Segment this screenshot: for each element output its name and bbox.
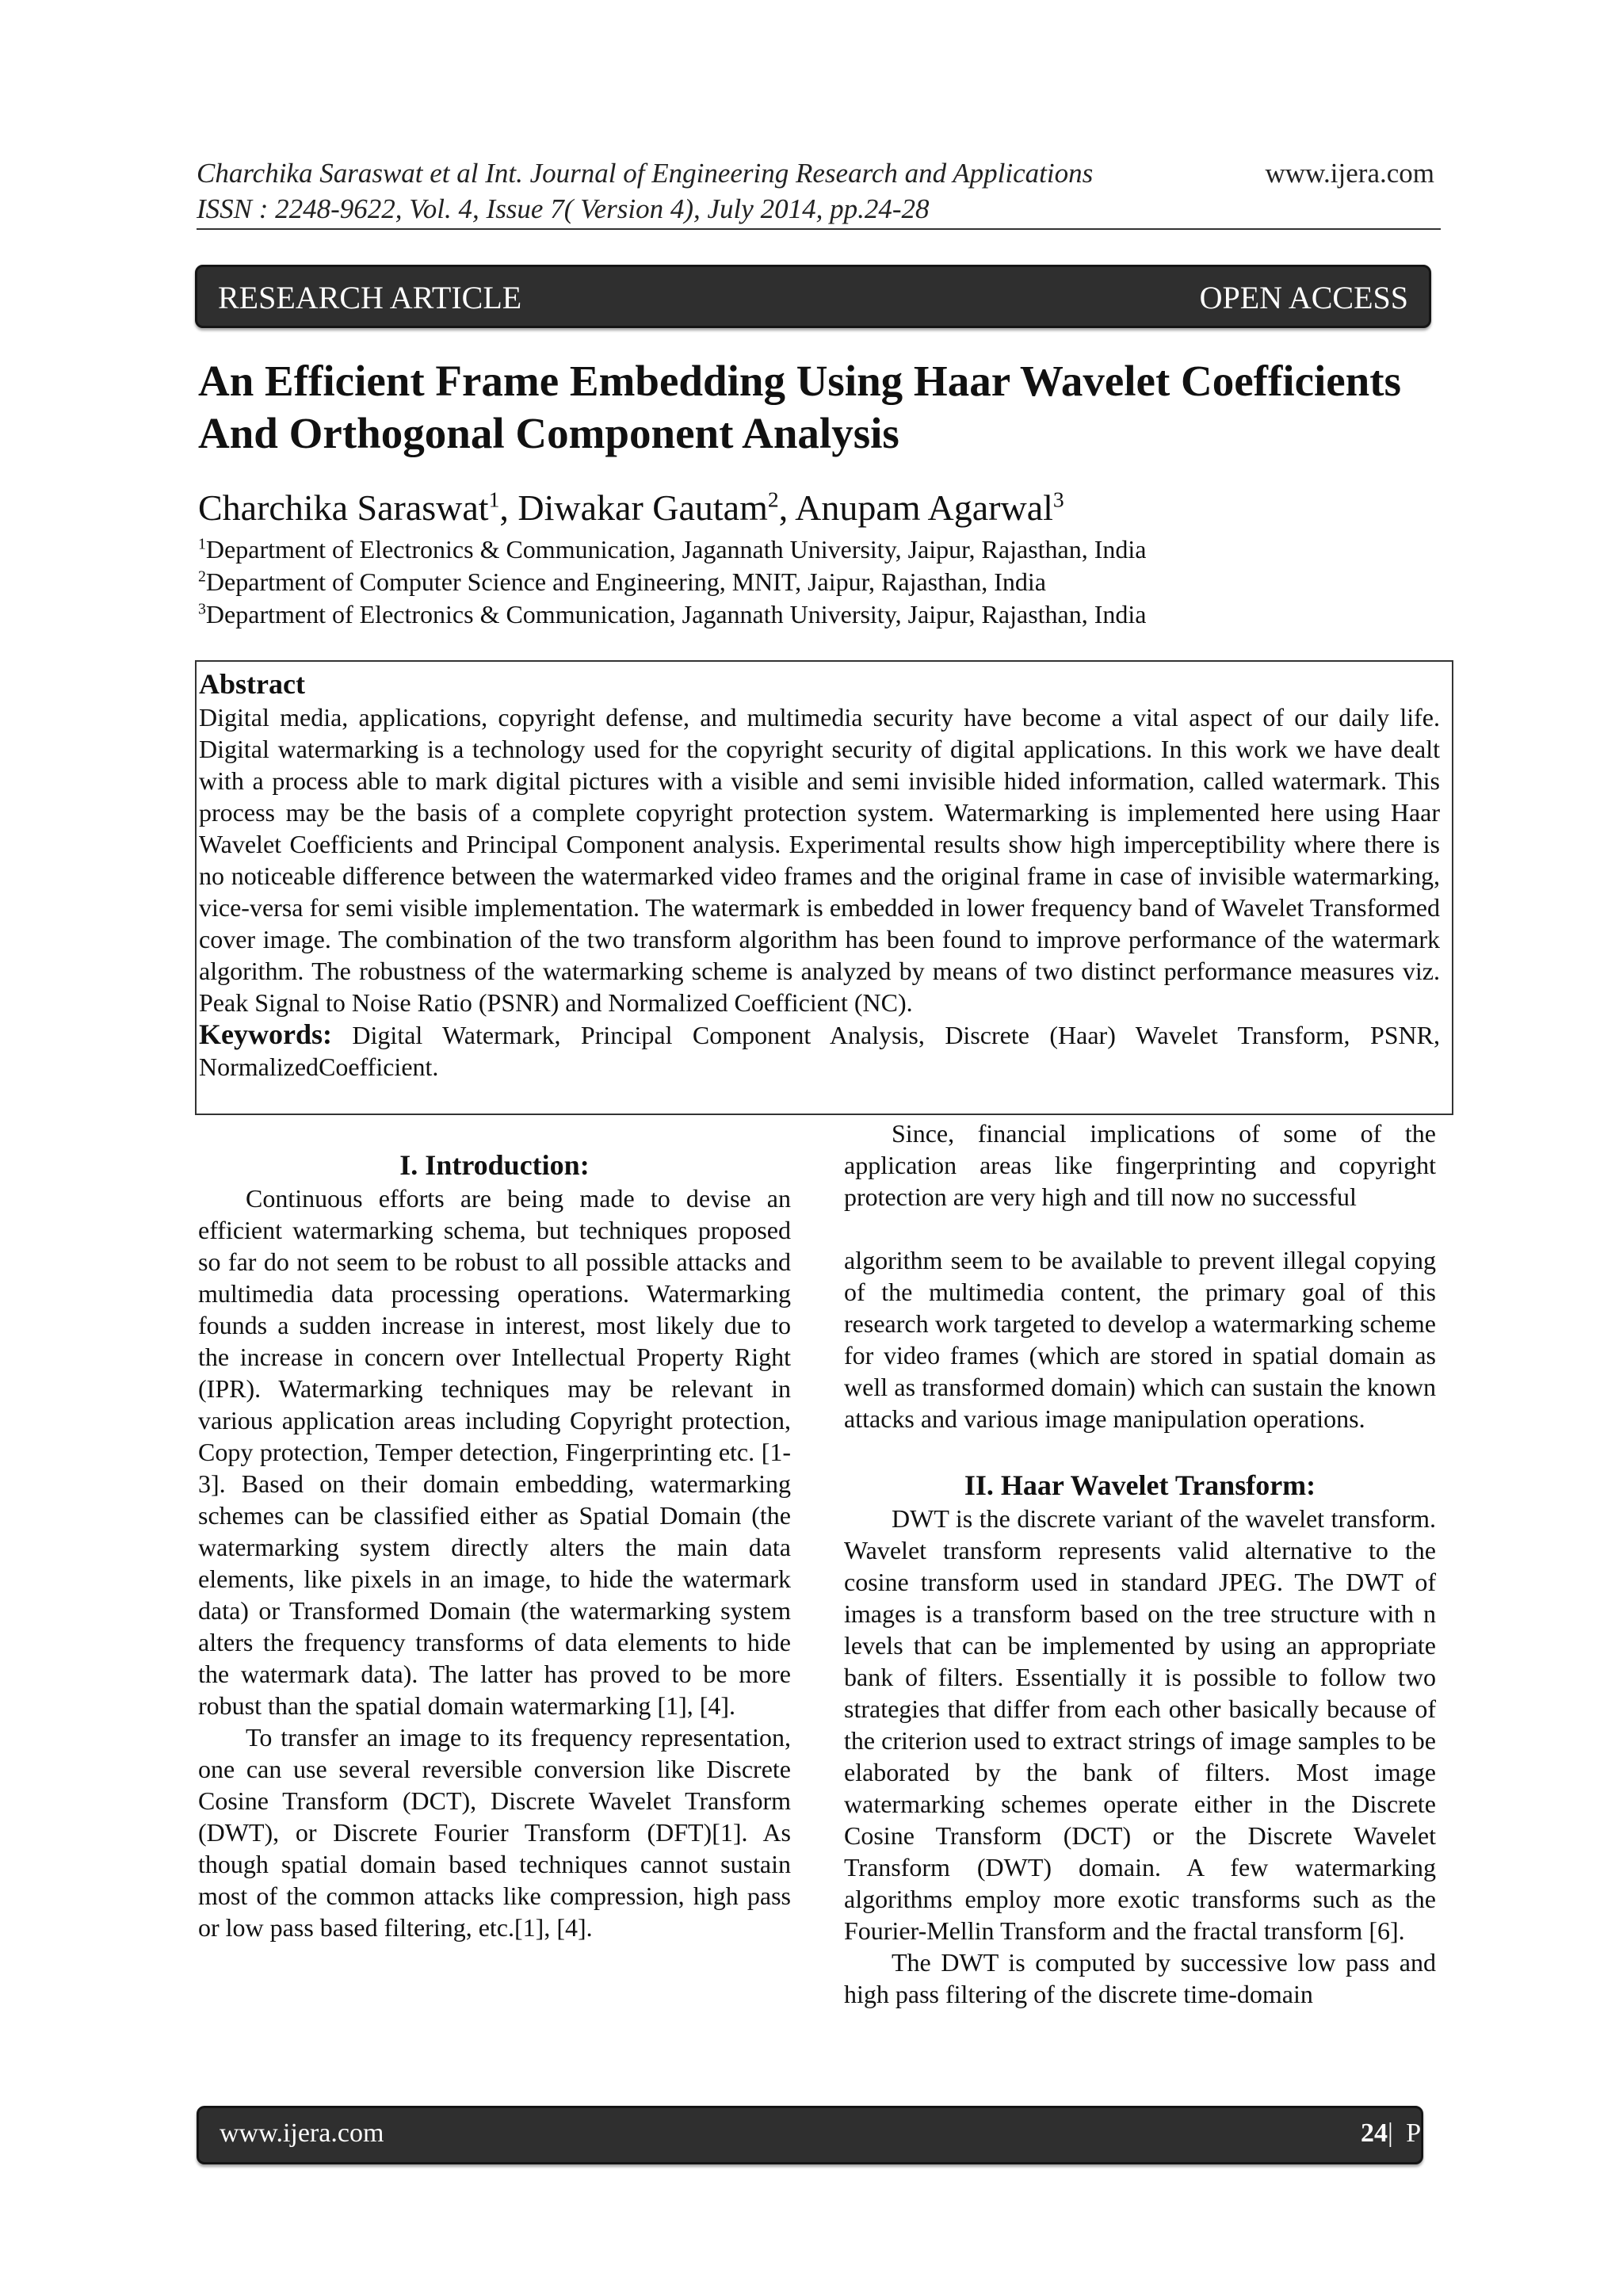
footer-website-link[interactable]: www.ijera.com: [220, 2118, 384, 2148]
author-name: Diwakar Gautam: [517, 487, 768, 528]
right-paragraph-2: algorithm seem to be available to prevent illegal copying of the multimedia content, the primary goal of this research work targeted to develop a watermarking scheme for video frames (which are stored in spatial domain as well as transformed domain) which can sustain the known attacks and various image manipulation operations.: [844, 1246, 1436, 1433]
affiliation-item: [198, 566, 1146, 598]
paper-title: [198, 355, 1450, 460]
journal-header: [197, 155, 1251, 227]
affiliation-item: [198, 598, 1146, 631]
author-list: [198, 487, 1064, 529]
affiliation-list: [198, 533, 1146, 631]
footer-banner: [197, 2106, 1500, 2164]
page-label: | P a g e: [1388, 2118, 1500, 2148]
right-column: [844, 1117, 1436, 2010]
introduction-heading: I. Introduction:: [399, 1149, 590, 1181]
author-name: Anupam Agarwal: [795, 487, 1053, 528]
header-divider: [197, 228, 1441, 230]
title-line-1: An Efficient Frame Embedding Using Haar Wavelet Coefficients: [198, 357, 1401, 405]
intro-paragraph-2: To transfer an image to its frequency representation, one can use several reversible conversion like Discrete Cosine Transform (DCT), Discrete Wavelet Transform (DWT), or Discrete Fourier Transform (DFT)[1]. As though spatial domain based techniques cannot sustain most of the common attacks like compression, high pass or low pass based filtering, etc.[1], [4].: [198, 1723, 791, 1942]
intro-paragraph-1: Continuous efforts are being made to devise an efficient watermarking schema, but techniques proposed so far do not seem to be robust to all possible attacks and multimedia data processing operations. Watermarking founds a sudden increase in interest, most likely due to the increase in concern over Intellectual Property Right (IPR). Watermarking techniques may be relevant in various application areas including Copyright protection, Copy protection, Temper detection, Fingerprinting etc. [1-3]. Based on their domain embedding, watermarking schemes can be classified either as Spatial Domain (the watermarking system directly alters the main data elements, like pixels in an image, to hide the watermark data) or Transformed Domain (the watermarking system alters the frequency transforms of data elements to hide the watermark data). The latter has proved to be more robust than the spatial domain watermarking [1], [4].: [198, 1184, 791, 1720]
affiliation-text: Department of Electronics & Communication, Jagannath University, Jaipur, Rajasthan, India: [205, 535, 1147, 563]
author-name: Charchika Saraswat: [198, 487, 489, 528]
haar-paragraph-1: DWT is the discrete variant of the wavelet transform. Wavelet transform represents valid alternative to the cosine transform used in standard JPEG. The DWT of images is a transform based on the tree structure with n levels that can be implemented by using an appropriate bank of filters. Essentially it is possible to follow two strategies that differ from each other basically because of the criterion used to extract strings of image samples to be elaborated by the bank of filters. Most image watermarking schemes operate either in the Discrete Cosine Transform (DCT) or the Discrete Wavelet Transform (DWT) domain. A few watermarking algorithms employ more exotic transforms such as the Fourier-Mellin Transform and the fractal transform [6].: [844, 1504, 1436, 1945]
affiliation-mark: 3: [198, 600, 206, 618]
affiliation-text: Department of Electronics & Communication, Jagannath University, Jaipur, Rajasthan, India: [205, 600, 1147, 628]
journal-citation: Charchika Saraswat et al Int. Journal of Engineering Research and Applications: [197, 158, 1094, 189]
affiliation-mark: 1: [198, 535, 206, 553]
author-affiliation-mark: 1: [488, 487, 500, 512]
haar-paragraph-2: The DWT is computed by successive low pass and high pass filtering of the discrete time-domain: [844, 1948, 1436, 2008]
keywords-label: Keywords:: [199, 1018, 332, 1050]
affiliation-text: Department of Computer Science and Engineering, MNIT, Jaipur, Rajasthan, India: [205, 567, 1046, 596]
affiliation-item: [198, 533, 1146, 566]
article-type-banner: [195, 265, 1431, 328]
article-type-label: RESEARCH ARTICLE: [218, 280, 522, 315]
abstract-box: [195, 660, 1453, 1115]
page-indicator: [1361, 2118, 1500, 2149]
open-access-label: OPEN ACCESS: [1199, 280, 1408, 315]
title-line-2: And Orthogonal Component Analysis: [198, 409, 899, 457]
abstract-text: Digital media, applications, copyright defense, and multimedia security have become a vital aspect of our daily life. Digital watermarking is a technology used for the copyright security of digital applications. In this work we have dealt with a process able to mark digital pictures with a visible and semi invisible hided information, called watermark. This process may be the basis of a complete copyright protection system. Watermarking is implemented here using Haar Wavelet Coefficients and Principal Component analysis. Experimental results show high imperceptibility where there is no noticeable difference between the watermarked video frames and the original frame in case of invisible watermarking, vice-versa for semi visible implementation. The watermark is embedded in lower frequency band of Wavelet Transformed cover image. The combination of the two transform algorithm has been found to improve performance of the watermark algorithm. The robustness of the watermarking scheme is analyzed by means of two distinct performance measures viz. Peak Signal to Noise Ratio (PSNR) and Normalized Coefficient (NC).: [199, 703, 1440, 1017]
keywords-text: Digital Watermark, Principal Component Analysis, Discrete (Haar) Wavelet Transform, PSNR, NormalizedCoefficient.: [199, 1021, 1441, 1081]
keywords: [199, 1018, 1440, 1083]
abstract-heading: Abstract: [199, 668, 305, 700]
author-separator: ,: [778, 487, 796, 528]
journal-issn: ISSN : 2248-9622, Vol. 4, Issue 7( Version 4), July 2014, pp.24-28: [197, 193, 930, 224]
haar-heading: II. Haar Wavelet Transform:: [964, 1469, 1316, 1501]
page-number: 24: [1361, 2118, 1388, 2148]
author-affiliation-mark: 2: [767, 487, 779, 512]
author-affiliation-mark: 3: [1052, 487, 1064, 512]
author-separator: ,: [499, 487, 518, 528]
left-column: [198, 1148, 791, 1943]
header-website-link[interactable]: www.ijera.com: [1265, 158, 1434, 189]
affiliation-mark: 2: [198, 567, 206, 586]
right-paragraph-1: Since, financial implications of some of the application areas like fingerprinting and copyright protection are very high and till now no successful: [844, 1119, 1436, 1211]
